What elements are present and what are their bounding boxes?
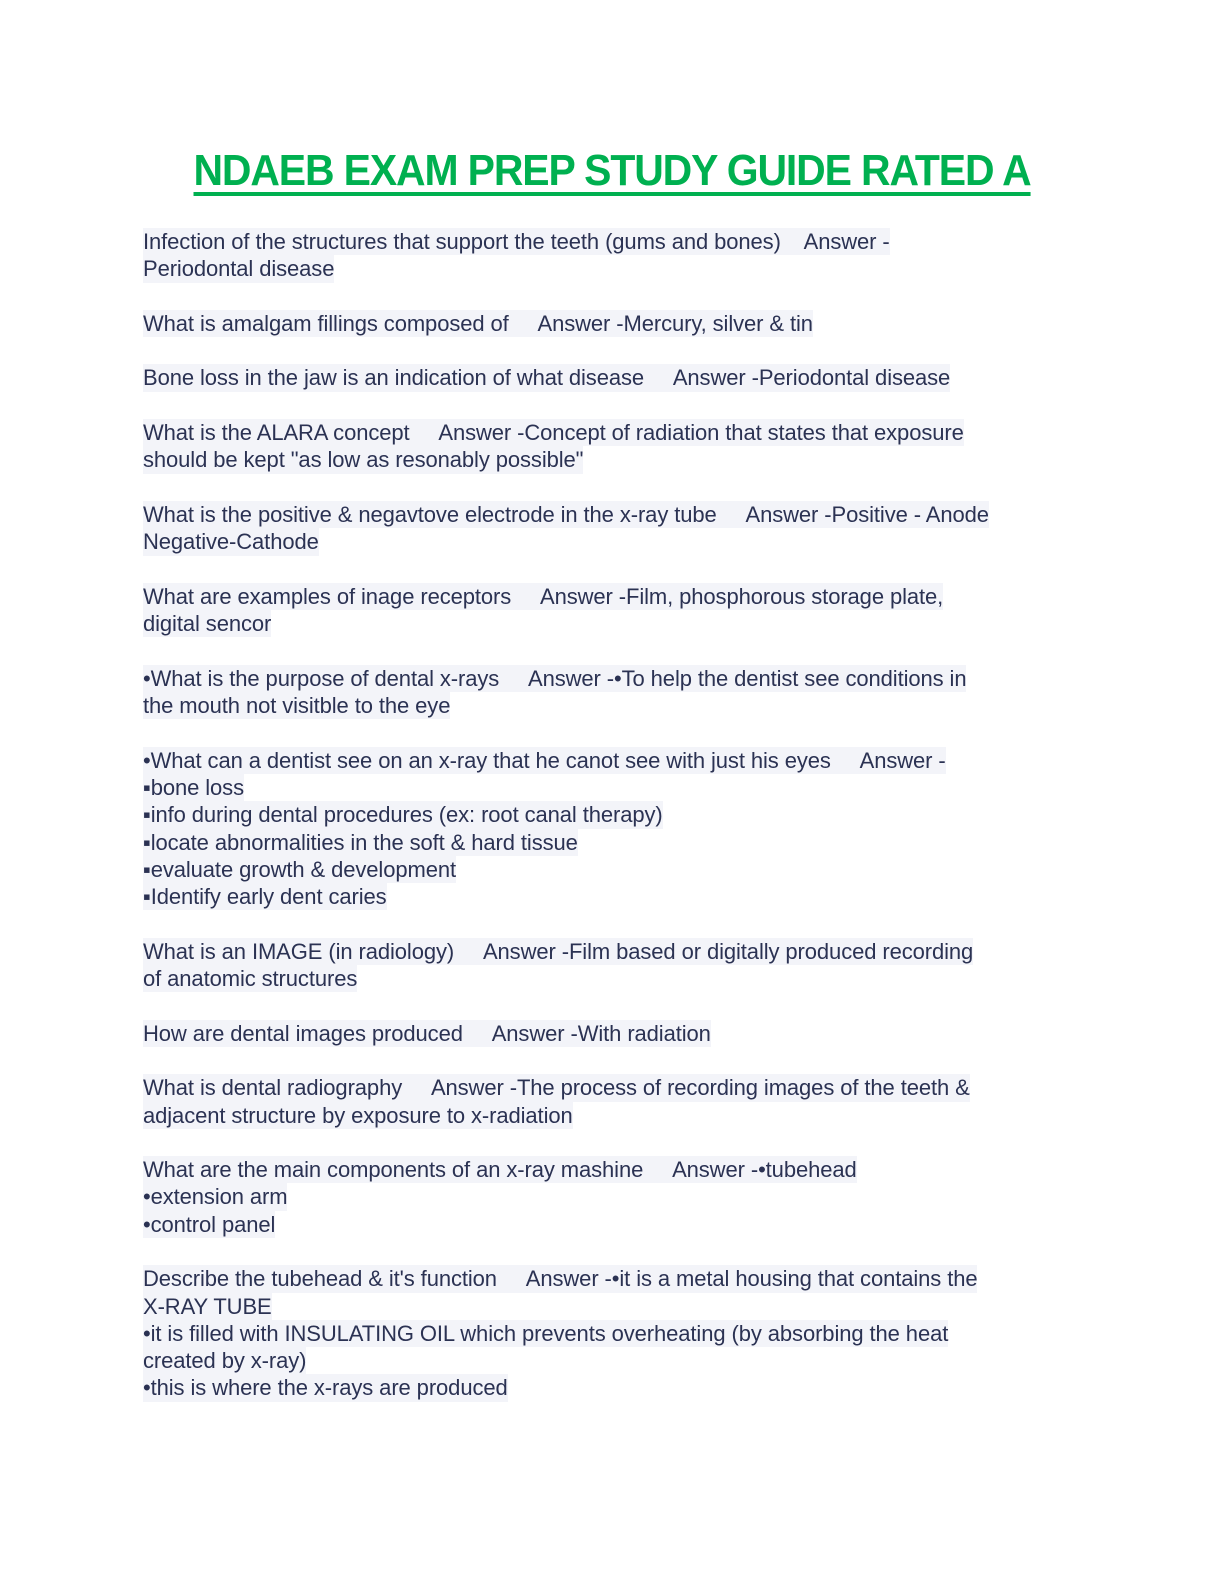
qa-item <box>143 1265 1083 1401</box>
qa-line <box>143 255 1083 282</box>
qa-line-text: ▪evaluate growth & development <box>143 856 456 882</box>
qa-line-text: What is the positive & negavtove electrode in the x-ray tube Answer -Positive - Anode <box>143 501 989 527</box>
qa-line-text: What are examples of inage receptors Answer -Film, phosphorous storage plate, <box>143 583 944 609</box>
qa-line <box>143 501 1083 528</box>
qa-line <box>143 1156 1083 1183</box>
qa-item <box>143 419 1083 474</box>
qa-line <box>143 1074 1083 1101</box>
qa-line <box>143 1293 1083 1320</box>
qa-line <box>143 938 1083 965</box>
qa-line-text: What is the ALARA concept Answer -Concept of radiation that states that exposure <box>143 420 964 446</box>
qa-item <box>143 228 1083 283</box>
qa-line <box>143 665 1083 692</box>
qa-item <box>143 1074 1083 1129</box>
qa-line-text: should be kept "as low as resonably possible" <box>143 447 584 473</box>
qa-line <box>143 965 1083 992</box>
qa-line-text: •this is where the x-rays are produced <box>143 1375 508 1401</box>
qa-line <box>143 1020 1083 1047</box>
qa-line-text: created by x-ray) <box>143 1348 307 1374</box>
qa-line-text: What are the main components of an x-ray mashine Answer -•tubehead <box>143 1157 857 1183</box>
qa-line <box>143 829 1083 856</box>
qa-line <box>143 1374 1083 1401</box>
qa-line <box>143 364 1083 391</box>
qa-line <box>143 856 1083 883</box>
qa-line <box>143 774 1083 801</box>
qa-line-text: •What can a dentist see on an x-ray that he canot see with just his eyes Answer - <box>143 747 946 773</box>
qa-line <box>143 610 1083 637</box>
qa-item <box>143 364 1083 391</box>
qa-line <box>143 228 1083 255</box>
qa-line <box>143 528 1083 555</box>
qa-item <box>143 665 1083 720</box>
qa-line-text: of anatomic structures <box>143 966 358 992</box>
qa-line-text: ▪bone loss <box>143 774 244 800</box>
qa-line-text: •What is the purpose of dental x-rays Answer -•To help the dentist see conditions in <box>143 665 967 691</box>
qa-line-text: Periodontal disease <box>143 256 335 282</box>
qa-line <box>143 1320 1083 1347</box>
qa-line-text: •it is filled with INSULATING OIL which prevents overheating (by absorbing the heat <box>143 1320 949 1346</box>
document-title-text: NDAEB EXAM PREP STUDY GUIDE RATED A <box>193 146 1031 195</box>
qa-line-text: ▪Identify early dent caries <box>143 884 387 910</box>
qa-line-text: What is an IMAGE (in radiology) Answer -Film based or digitally produced recording <box>143 938 974 964</box>
qa-line <box>143 446 1083 473</box>
qa-line <box>143 1265 1083 1292</box>
qa-line <box>143 310 1083 337</box>
qa-item <box>143 583 1083 638</box>
qa-line <box>143 419 1083 446</box>
qa-line-text: •extension arm <box>143 1184 288 1210</box>
qa-item <box>143 1156 1083 1238</box>
qa-line <box>143 1183 1083 1210</box>
qa-line-text: What is amalgam fillings composed of Answer -Mercury, silver & tin <box>143 310 813 336</box>
qa-line-text: the mouth not visitble to the eye <box>143 693 451 719</box>
qa-line-text: Infection of the structures that support the teeth (gums and bones) Answer - <box>143 229 890 254</box>
qa-list <box>143 228 1083 1429</box>
qa-line <box>143 883 1083 910</box>
qa-line-text: Bone loss in the jaw is an indication of what disease Answer -Periodontal disease <box>143 365 951 391</box>
qa-line-text: What is dental radiography Answer -The process of recording images of the teeth & <box>143 1075 970 1101</box>
qa-item <box>143 310 1083 337</box>
qa-item <box>143 747 1083 911</box>
qa-line <box>143 1102 1083 1129</box>
qa-line-text: X-RAY TUBE <box>143 1293 272 1319</box>
qa-item <box>143 1020 1083 1047</box>
qa-line-text: Negative-Cathode <box>143 529 319 555</box>
qa-line-text: ▪locate abnormalities in the soft & hard tissue <box>143 829 578 855</box>
qa-line-text: How are dental images produced Answer -With radiation <box>143 1020 711 1046</box>
qa-line <box>143 1347 1083 1374</box>
qa-line <box>143 692 1083 719</box>
qa-line <box>143 1211 1083 1238</box>
qa-item <box>143 501 1083 556</box>
qa-line-text: digital sencor <box>143 611 272 637</box>
qa-line <box>143 747 1083 774</box>
qa-line-text: •control panel <box>143 1211 276 1237</box>
qa-line-text: Describe the tubehead & it's function Answer -•it is a metal housing that contains the <box>143 1266 978 1292</box>
document-title <box>0 146 1224 196</box>
qa-line <box>143 583 1083 610</box>
qa-line-text: adjacent structure by exposure to x-radiation <box>143 1102 573 1128</box>
qa-item <box>143 938 1083 993</box>
qa-line-text: ▪info during dental procedures (ex: root canal therapy) <box>143 802 663 828</box>
qa-line <box>143 801 1083 828</box>
